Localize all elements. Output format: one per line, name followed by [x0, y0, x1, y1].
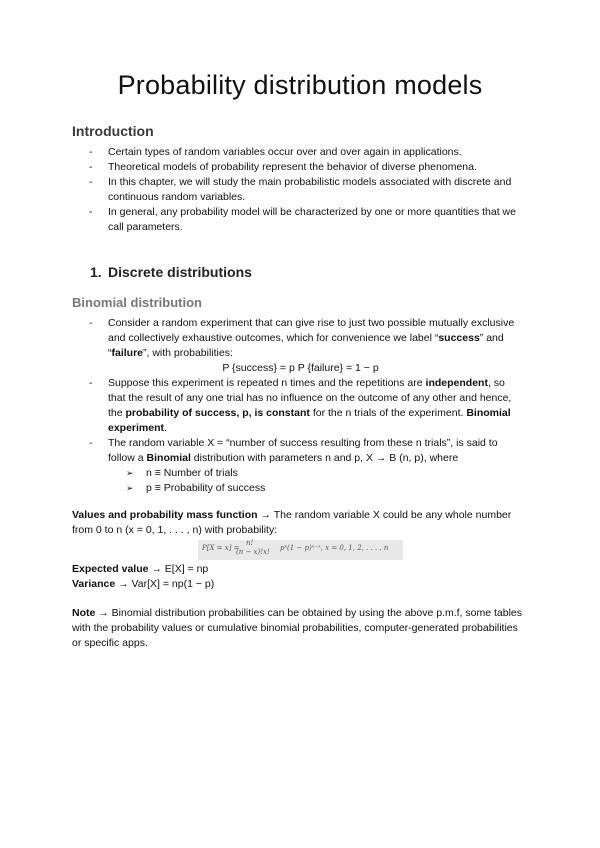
formula-rhs: pˣ(1 − p)ⁿ⁻ˣ, x = 0, 1, 2, . . . , n — [280, 544, 389, 552]
dash-bullet: - — [89, 437, 93, 449]
formula-fraction-denominator: (n − x)!x! — [236, 548, 270, 556]
list-item: - In this chapter, we will study the main probabilistic models associated with discrete and continuous random variables. — [89, 176, 512, 203]
dash-bullet: - — [89, 317, 93, 329]
probabilities-line: P {success} = p P {failure} = 1 − p — [222, 362, 379, 374]
constant-probability-term: probability of success, p, is constant — [125, 407, 310, 419]
list-item: - The random variable X = “number of success resulting from these n trials”, is said to follow a Binomial distribution with parameters n and p, X → B (n, p), where ➢ n ≡ Number of trials ➢ p ≡ Probability of success — [0, 436, 523, 496]
formula-lhs: P[X = x] = — [202, 544, 240, 552]
binomial-list — [0, 316, 523, 496]
formula-fraction-numerator: n! — [246, 539, 254, 547]
introduction-list — [0, 145, 523, 235]
dash-bullet: - — [89, 146, 93, 158]
variance-line: Variance → Var[X] = np(1 − p) — [72, 578, 215, 590]
sub-list-item: ➢ p ≡ Probability of success — [126, 482, 266, 494]
dash-bullet: - — [89, 377, 93, 389]
list-item: - In general, any probability model will be characterized by one or more quantities that we call parameters. — [89, 206, 516, 233]
success-term: success — [438, 332, 480, 344]
note-paragraph: Note → Binomial distribution probabilities can be obtained by using the above p.m.f, some tables with the probability values or cumulative binomial probabilities, computer-generated probabilities or specific apps. — [72, 607, 523, 649]
binomial-experiment-term: Binomial experiment — [108, 407, 511, 434]
section-number: 1. — [90, 264, 102, 280]
values-paragraph: Values and probability mass function → The random variable X could be any whole number from 0 to n (x = 0, 1, . . . , n) with probability: — [72, 509, 512, 536]
list-item: - Suppose this experiment is repeated n times and the repetitions are independent, so that the result of any one trial has no influence on the outcome of any other and hence, the probability of success, p, is constant for the n trials of the experiment. Binomial experiment. — [89, 377, 512, 434]
failure-term: failure — [111, 347, 144, 359]
arrowhead-icon: ➢ — [126, 468, 134, 478]
page-title: Probability distribution models — [117, 70, 483, 100]
introduction-heading: Introduction — [72, 123, 154, 139]
independent-term: independent — [425, 377, 488, 389]
binomial-subheading: Binomial distribution — [72, 295, 202, 310]
dash-bullet: - — [89, 206, 93, 218]
list-item: - Theoretical models of probability represent the behavior of diverse phenomena. — [89, 161, 477, 173]
expected-value-line: Expected value → E[X] = np — [72, 563, 209, 575]
pmf-formula-image — [198, 540, 403, 560]
list-item: - Certain types of random variables occur over and over again in applications. — [89, 146, 462, 158]
arrowhead-icon: ➢ — [126, 483, 134, 493]
list-item: - Consider a random experiment that can give rise to just two possible mutually exclusive and collectively exhaustive outcomes, which for convenience we label “success” and “failure”, with probabilities: P {success} = p P {failure} = 1 − p — [0, 316, 523, 376]
sub-list-item: ➢ n ≡ Number of trials — [126, 467, 238, 479]
dash-bullet: - — [89, 176, 93, 188]
section-title: Discrete distributions — [108, 264, 252, 280]
dash-bullet: - — [89, 161, 93, 173]
binomial-term: Binomial — [146, 452, 191, 464]
